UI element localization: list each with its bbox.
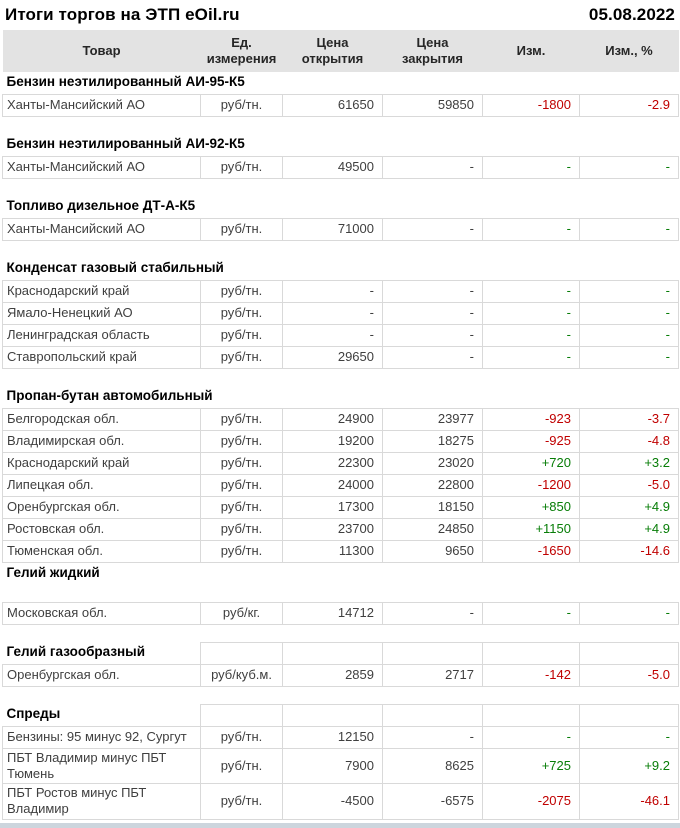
change-pct-cell: - bbox=[580, 346, 679, 368]
unit-cell: руб/тн. bbox=[201, 726, 283, 748]
unit-cell: руб/тн. bbox=[201, 346, 283, 368]
open-price-cell: 29650 bbox=[283, 346, 383, 368]
close-price-cell: 8625 bbox=[383, 748, 483, 784]
unit-cell: руб/тн. bbox=[201, 518, 283, 540]
spacer-row bbox=[3, 686, 679, 704]
open-price-cell: - bbox=[283, 324, 383, 346]
open-price-cell: 24000 bbox=[283, 474, 383, 496]
section-header-label: Конденсат газовый стабильный bbox=[6, 260, 224, 276]
change-cell: - bbox=[483, 280, 580, 302]
product-cell: Ямало-Ненецкий АО bbox=[3, 302, 201, 324]
section-header-row bbox=[3, 134, 679, 156]
spacer-cell bbox=[3, 116, 679, 134]
product-cell: Ханты-Мансийский АО bbox=[3, 156, 201, 178]
report-date: 05.08.2022 bbox=[588, 5, 675, 24]
open-price-cell: 2859 bbox=[283, 664, 383, 686]
table-row bbox=[3, 518, 679, 540]
results-sheet bbox=[2, 30, 678, 820]
table-row bbox=[3, 94, 679, 116]
change-cell: -925 bbox=[483, 430, 580, 452]
close-price-cell: 23977 bbox=[383, 408, 483, 430]
spacer-row bbox=[3, 368, 679, 386]
section-header-row bbox=[3, 704, 679, 726]
change-pct-cell: -5.0 bbox=[580, 474, 679, 496]
trading-results-table bbox=[2, 30, 679, 820]
unit-cell: руб/тн. bbox=[201, 474, 283, 496]
close-price-cell: - bbox=[383, 280, 483, 302]
page-title: Итоги торгов на ЭТП eOil.ru bbox=[5, 5, 240, 24]
section-empty-cell bbox=[483, 704, 580, 726]
open-price-cell: 22300 bbox=[283, 452, 383, 474]
section-empty-cell bbox=[201, 704, 283, 726]
open-price-cell: -4500 bbox=[283, 784, 383, 820]
change-pct-cell: - bbox=[580, 302, 679, 324]
unit-cell: руб/тн. bbox=[201, 430, 283, 452]
open-price-cell: 11300 bbox=[283, 540, 383, 562]
unit-cell: руб/тн. bbox=[201, 452, 283, 474]
product-cell: Краснодарский край bbox=[3, 280, 201, 302]
unit-cell: руб/тн. bbox=[201, 156, 283, 178]
close-price-cell: 18150 bbox=[383, 496, 483, 518]
product-cell: Оренбургская обл. bbox=[3, 664, 201, 686]
section-header-label: Бензин неэтилированный АИ-92-К5 bbox=[6, 136, 245, 152]
close-price-cell: 9650 bbox=[383, 540, 483, 562]
change-pct-cell: +4.9 bbox=[580, 496, 679, 518]
open-price-cell: 7900 bbox=[283, 748, 383, 784]
section-header-row bbox=[3, 386, 679, 408]
spacer-cell bbox=[3, 584, 679, 602]
change-cell: -923 bbox=[483, 408, 580, 430]
product-cell: Липецкая обл. bbox=[3, 474, 201, 496]
product-cell: Ростовская обл. bbox=[3, 518, 201, 540]
product-cell: Ханты-Мансийский АО bbox=[3, 218, 201, 240]
table-row bbox=[3, 474, 679, 496]
section-header-row bbox=[3, 196, 679, 218]
open-price-cell: 23700 bbox=[283, 518, 383, 540]
change-pct-cell: - bbox=[580, 218, 679, 240]
section-header-label: Спреды bbox=[6, 706, 61, 722]
open-price-cell: 19200 bbox=[283, 430, 383, 452]
column-header-change-pct: Изм., % bbox=[580, 30, 679, 72]
product-cell: Тюменская обл. bbox=[3, 540, 201, 562]
product-cell: ПБТ Ростов минус ПБТ Владимир bbox=[3, 784, 201, 820]
table-row bbox=[3, 726, 679, 748]
column-header-unit: Ед. измерения bbox=[201, 30, 283, 72]
change-cell: +1150 bbox=[483, 518, 580, 540]
change-pct-cell: -4.8 bbox=[580, 430, 679, 452]
unit-cell: руб/тн. bbox=[201, 280, 283, 302]
column-header-open-price: Цена открытия bbox=[283, 30, 383, 72]
section-empty-cell bbox=[580, 642, 679, 664]
section-empty-cell bbox=[201, 642, 283, 664]
spacer-row bbox=[3, 116, 679, 134]
unit-cell: руб/тн. bbox=[201, 748, 283, 784]
close-price-cell: 22800 bbox=[383, 474, 483, 496]
change-cell: - bbox=[483, 324, 580, 346]
change-pct-cell: -5.0 bbox=[580, 664, 679, 686]
close-price-cell: - bbox=[383, 302, 483, 324]
change-cell: +725 bbox=[483, 748, 580, 784]
table-row bbox=[3, 496, 679, 518]
change-cell: - bbox=[483, 302, 580, 324]
table-row bbox=[3, 430, 679, 452]
change-cell: -142 bbox=[483, 664, 580, 686]
spacer-cell bbox=[3, 624, 679, 642]
change-pct-cell: -14.6 bbox=[580, 540, 679, 562]
change-cell: +850 bbox=[483, 496, 580, 518]
change-pct-cell: - bbox=[580, 602, 679, 624]
table-header-row bbox=[3, 30, 679, 72]
section-empty-cell bbox=[383, 642, 483, 664]
open-price-cell: 71000 bbox=[283, 218, 383, 240]
section-header-label: Топливо дизельное ДТ-А-К5 bbox=[6, 198, 196, 214]
spacer-row bbox=[3, 584, 679, 602]
open-price-cell: - bbox=[283, 280, 383, 302]
close-price-cell: -6575 bbox=[383, 784, 483, 820]
change-pct-cell: - bbox=[580, 324, 679, 346]
change-pct-cell: +4.9 bbox=[580, 518, 679, 540]
open-price-cell: 24900 bbox=[283, 408, 383, 430]
table-row bbox=[3, 452, 679, 474]
table-row bbox=[3, 408, 679, 430]
change-pct-cell: -2.9 bbox=[580, 94, 679, 116]
column-header-change: Изм. bbox=[483, 30, 580, 72]
open-price-cell: 14712 bbox=[283, 602, 383, 624]
table-row bbox=[3, 540, 679, 562]
change-cell: - bbox=[483, 602, 580, 624]
change-cell: -1650 bbox=[483, 540, 580, 562]
change-cell: - bbox=[483, 156, 580, 178]
column-header-product: Товар bbox=[3, 30, 201, 72]
unit-cell: руб/куб.м. bbox=[201, 664, 283, 686]
column-header-close-price: Цена закрытия bbox=[383, 30, 483, 72]
close-price-cell: 18275 bbox=[383, 430, 483, 452]
title-bar bbox=[0, 0, 680, 30]
open-price-cell: 61650 bbox=[283, 94, 383, 116]
close-price-cell: - bbox=[383, 726, 483, 748]
open-price-cell: 49500 bbox=[283, 156, 383, 178]
change-cell: +720 bbox=[483, 452, 580, 474]
open-price-cell: 12150 bbox=[283, 726, 383, 748]
close-price-cell: - bbox=[383, 156, 483, 178]
change-pct-cell: -46.1 bbox=[580, 784, 679, 820]
product-cell: Ханты-Мансийский АО bbox=[3, 94, 201, 116]
unit-cell: руб/тн. bbox=[201, 408, 283, 430]
table-row bbox=[3, 324, 679, 346]
change-pct-cell: +9.2 bbox=[580, 748, 679, 784]
unit-cell: руб/тн. bbox=[201, 784, 283, 820]
close-price-cell: 59850 bbox=[383, 94, 483, 116]
change-cell: - bbox=[483, 726, 580, 748]
section-header-label: Пропан-бутан автомобильный bbox=[6, 388, 213, 404]
open-price-cell: - bbox=[283, 302, 383, 324]
section-header-row bbox=[3, 72, 679, 94]
product-cell: Оренбургская обл. bbox=[3, 496, 201, 518]
section-header-row bbox=[3, 258, 679, 280]
close-price-cell: 23020 bbox=[383, 452, 483, 474]
unit-cell: руб/тн. bbox=[201, 94, 283, 116]
close-price-cell: - bbox=[383, 602, 483, 624]
spacer-row bbox=[3, 624, 679, 642]
change-pct-cell: +3.2 bbox=[580, 452, 679, 474]
spacer-cell bbox=[3, 178, 679, 196]
table-row bbox=[3, 218, 679, 240]
product-cell: ПБТ Владимир минус ПБТ Тюмень bbox=[3, 748, 201, 784]
change-cell: -2075 bbox=[483, 784, 580, 820]
table-row bbox=[3, 302, 679, 324]
product-cell: Бензины: 95 минус 92, Сургут bbox=[3, 726, 201, 748]
unit-cell: руб/тн. bbox=[201, 218, 283, 240]
table-row bbox=[3, 602, 679, 624]
table-row bbox=[3, 156, 679, 178]
section-empty-cell bbox=[580, 704, 679, 726]
section-empty-cell bbox=[283, 642, 383, 664]
close-price-cell: - bbox=[383, 324, 483, 346]
section-header-row bbox=[3, 642, 679, 664]
table-row bbox=[3, 784, 679, 820]
unit-cell: руб/тн. bbox=[201, 496, 283, 518]
unit-cell: руб/тн. bbox=[201, 540, 283, 562]
table-row bbox=[3, 346, 679, 368]
spacer-cell bbox=[3, 240, 679, 258]
product-cell: Московская обл. bbox=[3, 602, 201, 624]
section-header-label: Гелий жидкий bbox=[6, 564, 100, 580]
unit-cell: руб/тн. bbox=[201, 302, 283, 324]
unit-cell: руб/тн. bbox=[201, 324, 283, 346]
change-pct-cell: -3.7 bbox=[580, 408, 679, 430]
open-price-cell: 17300 bbox=[283, 496, 383, 518]
change-cell: -1200 bbox=[483, 474, 580, 496]
section-empty-cell bbox=[383, 704, 483, 726]
spacer-cell bbox=[3, 686, 679, 704]
change-cell: -1800 bbox=[483, 94, 580, 116]
product-cell: Ленинградская область bbox=[3, 324, 201, 346]
change-pct-cell: - bbox=[580, 726, 679, 748]
change-cell: - bbox=[483, 218, 580, 240]
table-row bbox=[3, 748, 679, 784]
section-header-label: Гелий газообразный bbox=[6, 644, 146, 660]
bottom-edge-bar bbox=[0, 823, 680, 828]
spacer-cell bbox=[3, 368, 679, 386]
change-pct-cell: - bbox=[580, 156, 679, 178]
section-empty-cell bbox=[483, 642, 580, 664]
close-price-cell: - bbox=[383, 346, 483, 368]
product-cell: Владимирская обл. bbox=[3, 430, 201, 452]
section-header-row bbox=[3, 562, 679, 584]
change-cell: - bbox=[483, 346, 580, 368]
close-price-cell: 2717 bbox=[383, 664, 483, 686]
product-cell: Белгородская обл. bbox=[3, 408, 201, 430]
close-price-cell: - bbox=[383, 218, 483, 240]
change-pct-cell: - bbox=[580, 280, 679, 302]
spacer-row bbox=[3, 178, 679, 196]
section-empty-cell bbox=[283, 704, 383, 726]
close-price-cell: 24850 bbox=[383, 518, 483, 540]
product-cell: Краснодарский край bbox=[3, 452, 201, 474]
table-row bbox=[3, 280, 679, 302]
section-header-label: Бензин неэтилированный АИ-95-К5 bbox=[6, 74, 245, 90]
table-row bbox=[3, 664, 679, 686]
spacer-row bbox=[3, 240, 679, 258]
unit-cell: руб/кг. bbox=[201, 602, 283, 624]
product-cell: Ставропольский край bbox=[3, 346, 201, 368]
